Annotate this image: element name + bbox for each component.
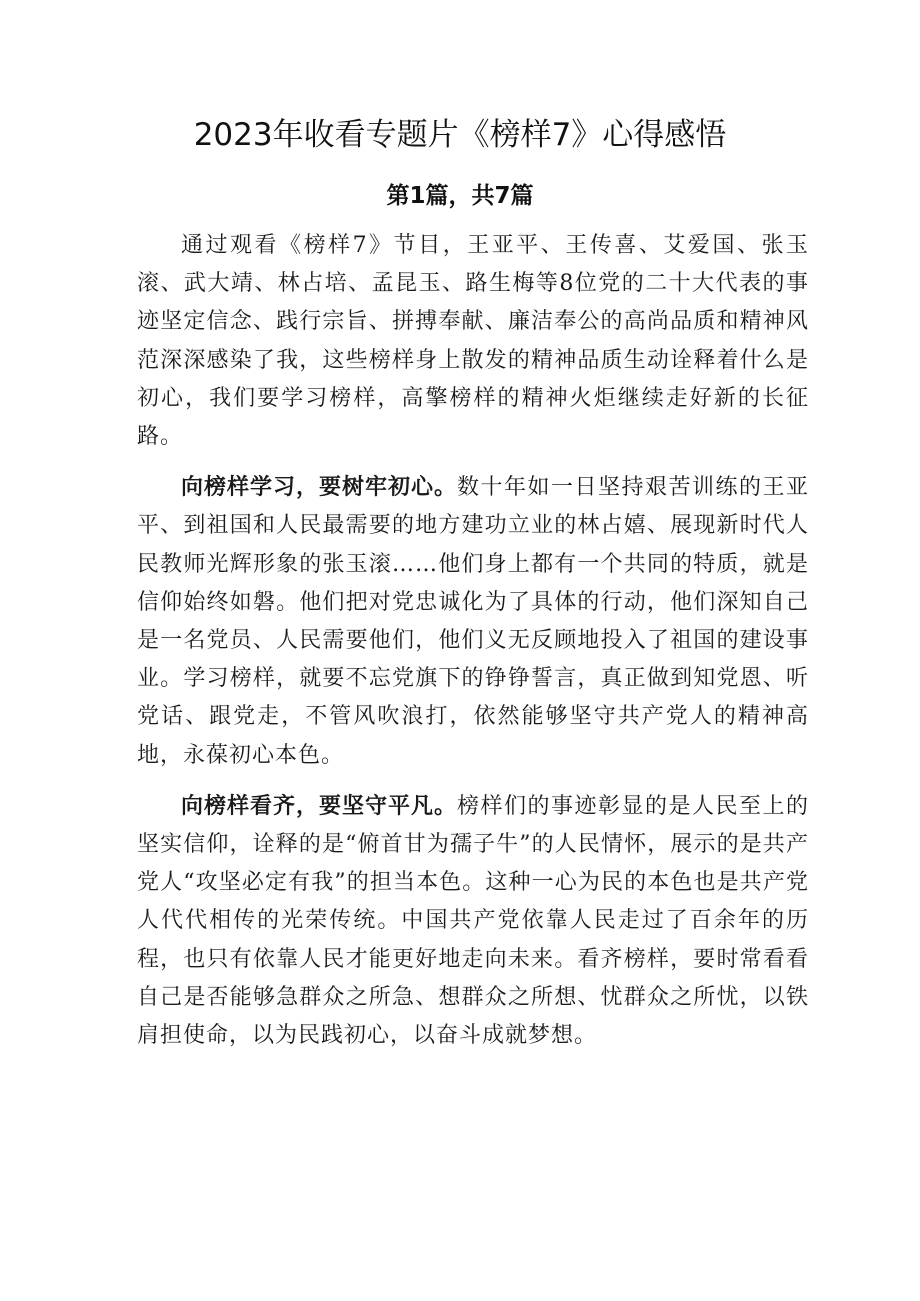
paragraph-text: 数十年如一日坚持艰苦训练的王亚平、到祖国和人民最需要的地方建功立业的林占嬉、展现新时代人民教师光辉形象的张玉滚……他们身上都有一个共同的特质，就是信仰始终如磐。他们把对党忠诚化为了具体的行动，他们深知自己是一名党员、人民需要他们，他们义无反顾地投入了祖国的建设事业。学习榜样，就要不忘党旗下的铮铮誓言，真正做到知党恩、听党话、跟党走，不管风吹浪打，依然能够坚守共产党人的精神高地，永葆初心本色。 xyxy=(137,475,809,768)
document-body xyxy=(137,227,809,1055)
paragraph-lead: 向榜样学习，要树牢初心。 xyxy=(181,475,457,501)
paragraph-intro xyxy=(137,227,809,456)
document-subtitle: 第1篇，共7篇 xyxy=(386,183,534,209)
paragraph-lead: 向榜样看齐，要坚守平凡。 xyxy=(181,793,457,819)
paragraph-align-with-models xyxy=(137,788,809,1055)
paragraph-learn-from-models xyxy=(137,469,809,775)
paragraph-text: 通过观看《榜样7》节目，王亚平、王传喜、艾爱国、张玉滚、武大靖、林占培、孟昆玉、路生梅等8位党的二十大代表的事迹坚定信念、践行宗旨、拼搏奉献、廉洁奉公的高尚品质和精神风范深深感染了我，这些榜样身上散发的精神品质生动诠释着什么是初心，我们要学习榜样，高擎榜样的精神火炬继续走好新的长征路。 xyxy=(137,233,809,450)
document-title: 2023年收看专题片《榜样7》心得感悟 xyxy=(193,117,727,153)
paragraph-text: 榜样们的事迹彰显的是人民至上的坚实信仰，诠释的是“俯首甘为孺子牛”的人民情怀，展示的是共产党人“攻坚必定有我”的担当本色。这种一心为民的本色也是共产党人代代相传的光荣传统。中国共产党依靠人民走过了百余年的历程，也只有依靠人民才能更好地走向未来。看齐榜样，要时常看看自己是否能够急群众之所急、想群众之所想、忧群众之所忧，以铁肩担使命，以为民践初心，以奋斗成就梦想。 xyxy=(137,793,809,1049)
